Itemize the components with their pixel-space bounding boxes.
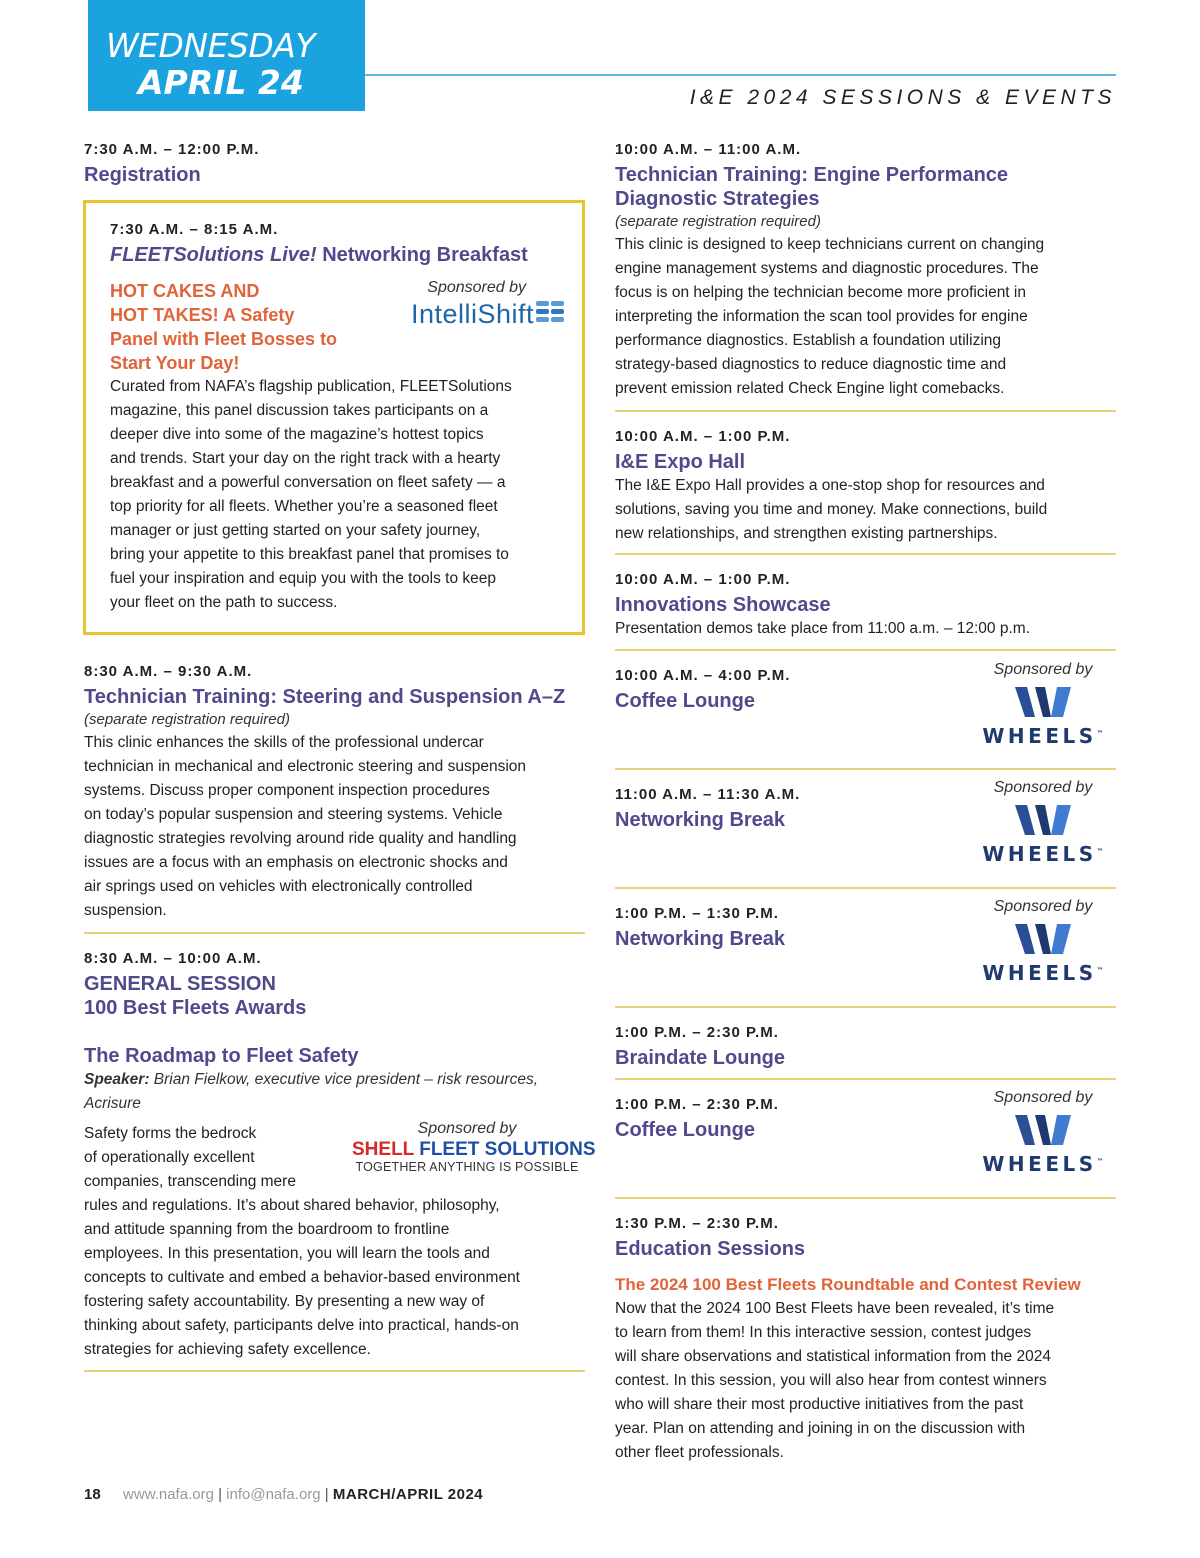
coffee-lounge-entry bbox=[615, 667, 955, 713]
wheels-name: WHEELS bbox=[982, 724, 1097, 748]
body-line: other fleet professionals. bbox=[615, 1444, 784, 1461]
divider bbox=[84, 1370, 585, 1372]
networking-break-entry bbox=[615, 905, 955, 951]
wheels-mark-icon bbox=[1013, 1113, 1073, 1147]
body-line: interpreting the information the scan tool provides for engine bbox=[615, 308, 1028, 325]
shell-word: SHELL bbox=[352, 1139, 414, 1160]
body-line: on today’s popular suspension and steering systems. Vehicle bbox=[84, 806, 503, 823]
divider bbox=[615, 768, 1116, 770]
expo-description bbox=[615, 474, 1117, 546]
session-title: I&E Expo Hall bbox=[615, 451, 746, 473]
expo-entry bbox=[615, 428, 1117, 546]
session-time: 8:30 A.M. – 10:00 A.M. bbox=[84, 950, 262, 967]
body-line: fostering safety accountability. By presenting a new way of bbox=[84, 1293, 485, 1310]
subtitle-line: HOT CAKES AND bbox=[110, 281, 260, 301]
sponsor-label: Sponsored by bbox=[993, 661, 1093, 678]
wheels-name: WHEELS bbox=[982, 842, 1097, 866]
body-line: manager or just getting started on your safety journey, bbox=[110, 522, 481, 539]
registration-entry bbox=[84, 141, 586, 187]
intellishift-logo bbox=[386, 299, 566, 330]
body-line: prevent emission related Check Engine light comebacks. bbox=[615, 380, 1005, 397]
wheels-mark-icon bbox=[1013, 685, 1073, 719]
body-line: performance diagnostics. Establish a foundation utilizing bbox=[615, 332, 1002, 349]
date-banner bbox=[88, 0, 365, 111]
body-line: focus is on helping the technician become more proficient in bbox=[615, 284, 1026, 301]
session-time: 7:30 A.M. – 12:00 P.M. bbox=[84, 141, 260, 158]
wheels-logo bbox=[978, 961, 1108, 985]
body-line: fuel your inspiration and equip you with the tools to keep bbox=[110, 570, 497, 587]
body-line: year. Plan on attending and joining in on the discussion with bbox=[615, 1420, 1026, 1437]
session-title: Networking Break bbox=[615, 928, 786, 950]
breakfast-box bbox=[83, 200, 585, 635]
body-line: and trends. Start your day on the right track with a hearty bbox=[110, 450, 501, 467]
site-link[interactable]: www.nafa.org bbox=[123, 1486, 214, 1503]
body-line: strategies for achieving safety excellence. bbox=[84, 1341, 371, 1358]
session-title: Innovations Showcase bbox=[615, 594, 831, 616]
wheels-logo bbox=[978, 724, 1108, 748]
trademark: ™ bbox=[1096, 847, 1104, 856]
divider bbox=[615, 649, 1116, 651]
steering-entry bbox=[84, 663, 586, 923]
session-title: Coffee Lounge bbox=[615, 1119, 755, 1141]
session-subtitle: The 2024 100 Best Fleets Roundtable and Contest Review bbox=[615, 1275, 1081, 1294]
wheels-sponsor bbox=[978, 1089, 1108, 1176]
body-line: suspension. bbox=[84, 902, 167, 919]
session-time: 10:00 A.M. – 1:00 P.M. bbox=[615, 571, 791, 588]
session-title: Coffee Lounge bbox=[615, 690, 755, 712]
trademark: ™ bbox=[1096, 729, 1104, 738]
email-link[interactable]: info@nafa.org bbox=[226, 1486, 321, 1503]
session-time: 10:00 A.M. – 1:00 P.M. bbox=[615, 428, 791, 445]
subtitle-line: Start Your Day! bbox=[110, 353, 240, 373]
body-line: magazine, this panel discussion takes participants on a bbox=[110, 402, 489, 419]
body-line: Safety forms the bedrock bbox=[84, 1125, 257, 1142]
logo-text: IntelliShift bbox=[410, 299, 534, 329]
education-description bbox=[615, 1297, 1123, 1465]
wheels-sponsor bbox=[978, 898, 1108, 985]
subtitle-line: HOT TAKES! A Safety bbox=[110, 305, 295, 325]
session-title bbox=[110, 243, 560, 267]
shell-logo bbox=[352, 1139, 596, 1160]
body-line: technician in mechanical and electronic steering and suspension bbox=[84, 758, 527, 775]
wheels-mark-icon bbox=[1013, 803, 1073, 837]
body-line: The I&E Expo Hall provides a one-stop shop for resources and bbox=[615, 477, 1045, 494]
body-line: Curated from NAFA’s flagship publication, FLEETSolutions bbox=[110, 378, 512, 395]
speaker-text: Brian Fielkow, executive vice president – risk resources, bbox=[149, 1071, 539, 1088]
wheels-name: WHEELS bbox=[982, 1152, 1097, 1176]
body-line: your fleet on the path to success. bbox=[110, 594, 338, 611]
body-line: systems. Discuss proper component inspection procedures bbox=[84, 782, 490, 799]
session-time: 7:30 A.M. – 8:15 A.M. bbox=[110, 221, 279, 238]
divider bbox=[615, 887, 1116, 889]
body-line: Now that the 2024 100 Best Fleets have been revealed, it’s time bbox=[615, 1300, 1055, 1317]
session-title: Education Sessions bbox=[615, 1238, 806, 1260]
intellishift-sponsor bbox=[386, 279, 566, 330]
subtitle-line: Panel with Fleet Bosses to bbox=[110, 329, 338, 349]
braindate-entry bbox=[615, 1024, 1117, 1070]
body-line: concepts to cultivate and embed a behavior-based environment bbox=[84, 1269, 520, 1286]
page-title: I&E 2024 SESSIONS & EVENTS bbox=[689, 86, 1116, 109]
session-title: Registration bbox=[84, 164, 201, 186]
day-label: WEDNESDAY bbox=[106, 26, 316, 65]
session-time: 1:00 P.M. – 1:30 P.M. bbox=[615, 905, 779, 922]
engine-description bbox=[615, 233, 1117, 401]
divider bbox=[84, 932, 585, 934]
sponsor-label: Sponsored by bbox=[417, 1120, 517, 1137]
body-line: who will share their most productive initiatives from the past bbox=[615, 1396, 1024, 1413]
session-time: 11:00 A.M. – 11:30 A.M. bbox=[615, 786, 801, 803]
body-line: This clinic enhances the skills of the professional undercar bbox=[84, 734, 484, 751]
page-footer: 18 www.nafa.org | info@nafa.org | MARCH/APRIL 2024 bbox=[84, 1486, 484, 1503]
wheels-sponsor bbox=[978, 779, 1108, 866]
shell-sponsor bbox=[352, 1120, 596, 1174]
body-line: employees. In this presentation, you will learn the tools and bbox=[84, 1245, 490, 1262]
session-title-line-2: Diagnostic Strategies bbox=[615, 188, 820, 210]
session-title: Technician Training: Steering and Suspension A–Z bbox=[84, 686, 566, 708]
body-line: breakfast and a powerful conversation on fleet safety — a bbox=[110, 474, 506, 491]
body-line: deeper dive into some of the magazine’s hottest topics bbox=[110, 426, 484, 443]
header-rule bbox=[365, 74, 1116, 76]
general-session-entry bbox=[84, 950, 586, 1116]
body-line: companies, transcending mere bbox=[84, 1173, 296, 1190]
body-line: This clinic is designed to keep technicians current on changing bbox=[615, 236, 1045, 253]
body-line: issues are a focus with an emphasis on electronic shocks and bbox=[84, 854, 508, 871]
coffee-lounge-entry bbox=[615, 1096, 955, 1142]
speaker bbox=[84, 1068, 586, 1092]
body-line: contest. In this session, you will also hear from contest winners bbox=[615, 1372, 1047, 1389]
body-line: and attitude spanning from the boardroom to frontline bbox=[84, 1221, 450, 1238]
divider bbox=[615, 1197, 1116, 1199]
breakfast-description bbox=[110, 375, 570, 615]
session-title: Networking Break bbox=[615, 809, 786, 831]
roadmap-intro bbox=[84, 1122, 344, 1194]
showcase-entry bbox=[615, 571, 1117, 641]
sponsor-label: Sponsored by bbox=[993, 1089, 1093, 1106]
divider bbox=[615, 553, 1116, 555]
body-line: engine management systems and diagnostic procedures. The bbox=[615, 260, 1039, 277]
sponsor-label: Sponsored by bbox=[427, 279, 526, 296]
shell-tagline: TOGETHER ANYTHING IS POSSIBLE bbox=[355, 1160, 579, 1174]
roadmap-description bbox=[84, 1194, 586, 1362]
education-entry bbox=[615, 1215, 1123, 1465]
body-line: rules and regulations. It’s about shared behavior, philosophy, bbox=[84, 1197, 500, 1214]
wheels-name: WHEELS bbox=[982, 961, 1097, 985]
session-subtitle: 100 Best Fleets Awards bbox=[84, 997, 307, 1019]
body-line: thinking about safety, participants delve into practical, hands-on bbox=[84, 1317, 519, 1334]
session-time: 1:00 P.M. – 2:30 P.M. bbox=[615, 1024, 779, 1041]
steering-description bbox=[84, 731, 586, 923]
wheels-logo bbox=[978, 842, 1108, 866]
speaker-label: Speaker: bbox=[84, 1071, 150, 1088]
wheels-logo bbox=[978, 1152, 1108, 1176]
title-rest: Networking Breakfast bbox=[316, 244, 528, 266]
engine-entry bbox=[615, 141, 1117, 401]
session-title: Technician Training: Engine Performance bbox=[615, 164, 1009, 186]
sponsor-label: Sponsored by bbox=[993, 898, 1093, 915]
session-time: 10:00 A.M. – 4:00 P.M. bbox=[615, 667, 791, 684]
fleet-solutions-word: FLEET SOLUTIONS bbox=[419, 1139, 596, 1160]
sponsor-label: Sponsored by bbox=[993, 779, 1093, 796]
body-line: strategy-based diagnostics to reduce diagnostic time and bbox=[615, 356, 1007, 373]
session-time: 1:00 P.M. – 2:30 P.M. bbox=[615, 1096, 779, 1113]
body-line: to learn from them! In this interactive session, contest judges bbox=[615, 1324, 1032, 1341]
intellishift-mark-icon bbox=[536, 299, 566, 325]
divider bbox=[615, 1006, 1116, 1008]
session-note: (separate registration required) bbox=[84, 711, 290, 728]
divider bbox=[615, 1078, 1116, 1080]
divider bbox=[615, 410, 1116, 412]
session-time: 10:00 A.M. – 11:00 A.M. bbox=[615, 141, 802, 158]
wheels-mark-icon bbox=[1013, 922, 1073, 956]
body-line: will share observations and statistical information from the 2024 bbox=[615, 1348, 1051, 1365]
body-line: solutions, saving you time and money. Make connections, build bbox=[615, 501, 1048, 518]
trademark: ™ bbox=[1096, 966, 1104, 975]
issue-label: MARCH/APRIL 2024 bbox=[332, 1486, 484, 1503]
session-title: Braindate Lounge bbox=[615, 1047, 786, 1069]
panel-subtitle bbox=[110, 279, 390, 375]
date-label: APRIL 24 bbox=[138, 63, 304, 102]
title-italic: FLEETSolutions Live! bbox=[110, 244, 317, 266]
networking-break-entry bbox=[615, 786, 955, 832]
body-line: new relationships, and strengthen existing partnerships. bbox=[615, 525, 998, 542]
session-time: 1:30 P.M. – 2:30 P.M. bbox=[615, 1215, 779, 1232]
talk-title: The Roadmap to Fleet Safety bbox=[84, 1045, 359, 1067]
wheels-sponsor bbox=[978, 661, 1108, 748]
body-line: bring your appetite to this breakfast panel that promises to bbox=[110, 546, 509, 563]
showcase-description: Presentation demos take place from 11:00 a.m. – 12:00 p.m. bbox=[615, 620, 1030, 637]
speaker-line-2: Acrisure bbox=[84, 1095, 141, 1112]
session-time: 8:30 A.M. – 9:30 A.M. bbox=[84, 663, 253, 680]
body-line: top priority for all fleets. Whether you’re a seasoned fleet bbox=[110, 498, 498, 515]
body-line: air springs used on vehicles with electronically controlled bbox=[84, 878, 473, 895]
body-line: of operationally excellent bbox=[84, 1149, 255, 1166]
page-number: 18 bbox=[84, 1486, 101, 1503]
trademark: ™ bbox=[1096, 1157, 1104, 1166]
session-note: (separate registration required) bbox=[615, 213, 821, 230]
body-line: diagnostic strategies revolving around ride quality and handling bbox=[84, 830, 517, 847]
session-title: GENERAL SESSION bbox=[84, 973, 276, 995]
